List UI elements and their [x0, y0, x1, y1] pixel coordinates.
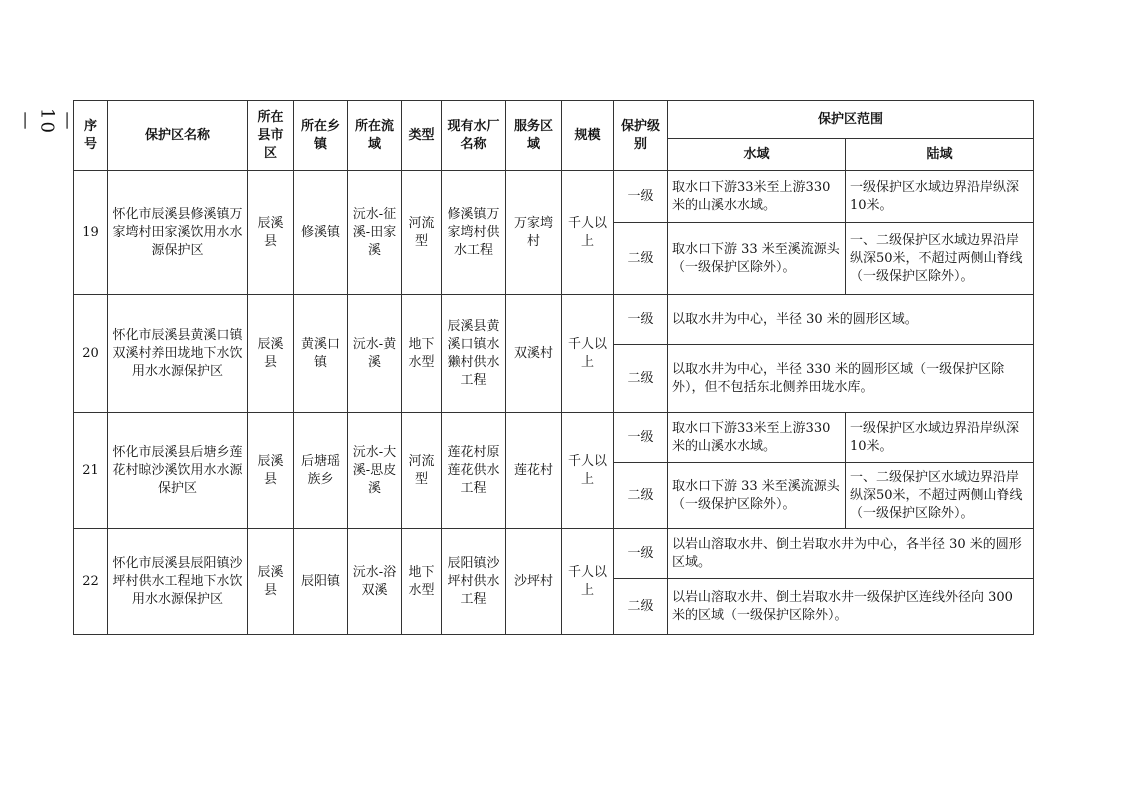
row-service: 双溪村	[506, 295, 562, 413]
header-basin: 所在流域	[348, 101, 402, 171]
row-range-2: 以岩山溶取水井、倒土岩取水井一级保护区连线外径向 300 米的区域（一级保护区除外）。	[668, 579, 1034, 635]
row-name: 怀化市辰溪县修溪镇万家塆村田家溪饮用水水源保护区	[108, 171, 248, 295]
row-plant: 辰溪县黄溪口镇水獭村供水工程	[442, 295, 506, 413]
row-town: 后塘瑶族乡	[294, 413, 348, 529]
row-range-2: 以取水井为中心，半径 330 米的圆形区域（一级保护区除外），但不包括东北侧养田垅水库。	[668, 345, 1034, 413]
row-level-1: 一级	[614, 171, 668, 223]
row-basin: 沅水-征溪-田家溪	[348, 171, 402, 295]
header-land: 陆域	[846, 139, 1034, 171]
row-range-1: 以岩山溶取水井、倒土岩取水井为中心，各半径 30 米的圆形区域。	[668, 529, 1034, 579]
row-water-1: 取水口下游33米至上游330米的山溪水水域。	[668, 171, 846, 223]
row-level-1: 一级	[614, 529, 668, 579]
row-land-1: 一级保护区水域边界沿岸纵深10米。	[846, 171, 1034, 223]
row-name: 怀化市辰溪县辰阳镇沙坪村供水工程地下水饮用水水源保护区	[108, 529, 248, 635]
row-scale: 千人以上	[562, 529, 614, 635]
row-seq: 19	[74, 171, 108, 295]
row-water-2: 取水口下游 33 米至溪流源头（一级保护区除外）。	[668, 223, 846, 295]
header-seq: 序号	[74, 101, 108, 171]
row-scale: 千人以上	[562, 413, 614, 529]
row-seq: 22	[74, 529, 108, 635]
row-town: 黄溪口镇	[294, 295, 348, 413]
header-water: 水域	[668, 139, 846, 171]
row-type: 地下水型	[402, 529, 442, 635]
header-name: 保护区名称	[108, 101, 248, 171]
row-town: 修溪镇	[294, 171, 348, 295]
row-county: 辰溪县	[248, 529, 294, 635]
page-number: — 10 —	[15, 108, 79, 135]
row-land-2: 一、二级保护区水域边界沿岸纵深50米，不超过两侧山脊线（一级保护区除外）。	[846, 223, 1034, 295]
table-row	[74, 171, 1034, 223]
row-service: 万家塆村	[506, 171, 562, 295]
header-county: 所在县市区	[248, 101, 294, 171]
row-land-2: 一、二级保护区水域边界沿岸纵深50米，不超过两侧山脊线（一级保护区除外）。	[846, 463, 1034, 529]
row-county: 辰溪县	[248, 171, 294, 295]
row-service: 沙坪村	[506, 529, 562, 635]
header-type: 类型	[402, 101, 442, 171]
header-range: 保护区范围	[668, 101, 1034, 139]
row-town: 辰阳镇	[294, 529, 348, 635]
row-plant: 辰阳镇沙坪村供水工程	[442, 529, 506, 635]
header-service: 服务区域	[506, 101, 562, 171]
row-level-2: 二级	[614, 223, 668, 295]
row-seq: 20	[74, 295, 108, 413]
row-plant: 修溪镇万家塆村供水工程	[442, 171, 506, 295]
row-name: 怀化市辰溪县后塘乡莲花村晾沙溪饮用水水源保护区	[108, 413, 248, 529]
row-scale: 千人以上	[562, 171, 614, 295]
row-county: 辰溪县	[248, 413, 294, 529]
row-water-1: 取水口下游33米至上游330米的山溪水水域。	[668, 413, 846, 463]
row-type: 地下水型	[402, 295, 442, 413]
row-level-2: 二级	[614, 579, 668, 635]
header-town: 所在乡镇	[294, 101, 348, 171]
row-land-1: 一级保护区水域边界沿岸纵深10米。	[846, 413, 1034, 463]
row-level-1: 一级	[614, 413, 668, 463]
row-level-2: 二级	[614, 463, 668, 529]
table-row	[74, 529, 1034, 579]
header-level: 保护级别	[614, 101, 668, 171]
row-seq: 21	[74, 413, 108, 529]
row-scale: 千人以上	[562, 295, 614, 413]
header-scale: 规模	[562, 101, 614, 171]
row-basin: 沅水-浴双溪	[348, 529, 402, 635]
row-type: 河流型	[402, 171, 442, 295]
row-service: 莲花村	[506, 413, 562, 529]
row-level-2: 二级	[614, 345, 668, 413]
row-range-1: 以取水井为中心，半径 30 米的圆形区域。	[668, 295, 1034, 345]
header-plant: 现有水厂名称	[442, 101, 506, 171]
row-basin: 沅水-大溪-思皮溪	[348, 413, 402, 529]
row-county: 辰溪县	[248, 295, 294, 413]
protection-zone-table	[73, 100, 1034, 635]
row-water-2: 取水口下游 33 米至溪流源头（一级保护区除外）。	[668, 463, 846, 529]
row-name: 怀化市辰溪县黄溪口镇双溪村养田垅地下水饮用水水源保护区	[108, 295, 248, 413]
table-row	[74, 295, 1034, 345]
table-row	[74, 413, 1034, 463]
row-basin: 沅水-黄溪	[348, 295, 402, 413]
row-level-1: 一级	[614, 295, 668, 345]
row-plant: 莲花村原莲花供水工程	[442, 413, 506, 529]
row-type: 河流型	[402, 413, 442, 529]
